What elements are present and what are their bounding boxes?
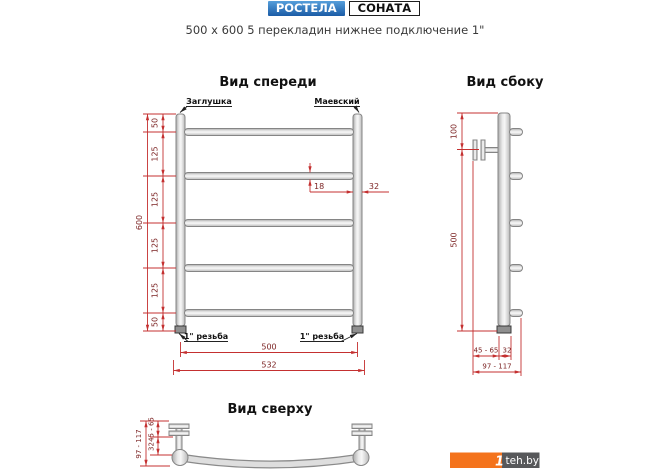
side-post <box>498 113 510 326</box>
model-badge: СОНАТА <box>349 1 421 16</box>
wall-bracket-side <box>473 140 498 160</box>
side-view-title: Вид сбоку <box>466 75 544 90</box>
dim-bracket-to-bottom: 500 <box>449 232 459 248</box>
dim-seg-125-4: 125 <box>150 282 160 299</box>
dim-rung-drop: 18 <box>314 182 325 191</box>
top-view-title: Вид сверху <box>227 402 313 417</box>
dim-total-height: 600 <box>135 214 144 231</box>
dim-side-overall-depth: 97 - 117 <box>482 362 512 371</box>
dim-top-overall-depth: 97 - 117 <box>135 429 143 459</box>
air-valve-label: Маевский <box>314 97 360 106</box>
rung-1 <box>185 129 354 136</box>
top-right-post-section <box>353 450 369 466</box>
width-dimensions <box>174 342 365 375</box>
site-watermark <box>450 453 540 470</box>
rung-2 <box>185 173 354 180</box>
dim-seg-50-bottom: 50 <box>150 316 160 328</box>
dim-top-tube: 32 <box>147 442 156 451</box>
dim-top-to-bracket: 100 <box>449 123 459 140</box>
rung-4 <box>185 265 354 272</box>
right-post <box>353 114 362 326</box>
dim-seg-125-2: 125 <box>150 191 160 208</box>
dim-top-wall-clearance: 45 - 65 <box>147 417 156 442</box>
bracket-flange-plate <box>481 140 485 160</box>
product-subtitle: 500 x 600 5 перекладин нижнее подключение 1" <box>185 23 485 37</box>
height-segment-dimension <box>151 114 164 331</box>
top-view <box>135 402 372 466</box>
side-rung-stubs <box>510 129 523 317</box>
dim-width-overall: 532 <box>261 360 277 370</box>
watermark-domain: teh.by <box>505 455 539 467</box>
brand-badge: РОСТЕЛА <box>268 1 345 16</box>
dim-width-axes: 500 <box>261 342 277 352</box>
plug-label: Заглушка <box>186 97 232 106</box>
top-left-post-section <box>172 450 188 466</box>
rung-3 <box>185 220 354 227</box>
air-valve-leader <box>355 107 359 113</box>
rung-5 <box>185 310 354 317</box>
watermark-prefix: 1 <box>495 454 505 470</box>
dim-seg-125-1: 125 <box>150 146 160 162</box>
top-depth-dimensions <box>135 417 173 466</box>
thread-right-label: 1" резьба <box>299 332 345 341</box>
plug-leader <box>180 107 187 113</box>
total-height-dimension <box>135 114 148 331</box>
dim-seg-50-top: 50 <box>150 117 160 129</box>
left-post <box>176 114 185 326</box>
side-view <box>450 75 545 376</box>
top-right-bracket <box>352 424 372 451</box>
dim-seg-125-3: 125 <box>150 237 160 254</box>
dim-post-width: 32 <box>368 182 380 191</box>
thread-left-label: 1" резьба <box>183 332 229 341</box>
dim-side-tube: 32 <box>502 346 512 355</box>
bracket-wall-plate <box>473 140 477 160</box>
front-view <box>135 75 389 375</box>
right-thread-foot <box>352 326 363 333</box>
rungs <box>185 129 354 317</box>
front-view-title: Вид спереди <box>219 75 317 90</box>
top-left-bracket <box>169 424 189 451</box>
dim-side-wall-clearance: 45 - 65 <box>473 346 499 355</box>
bracket-arm <box>485 148 498 153</box>
side-thread-foot <box>497 326 511 333</box>
